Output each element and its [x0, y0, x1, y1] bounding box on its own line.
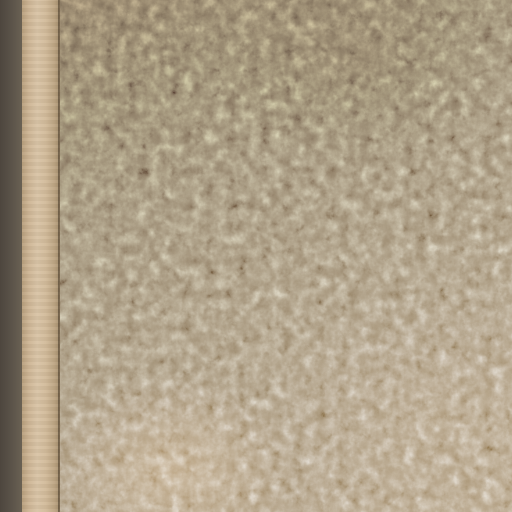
dark-wall-strip [0, 0, 22, 512]
wooden-trim-board [22, 0, 60, 512]
stucco-noise [60, 0, 512, 512]
stucco-wall-texture [60, 0, 512, 512]
